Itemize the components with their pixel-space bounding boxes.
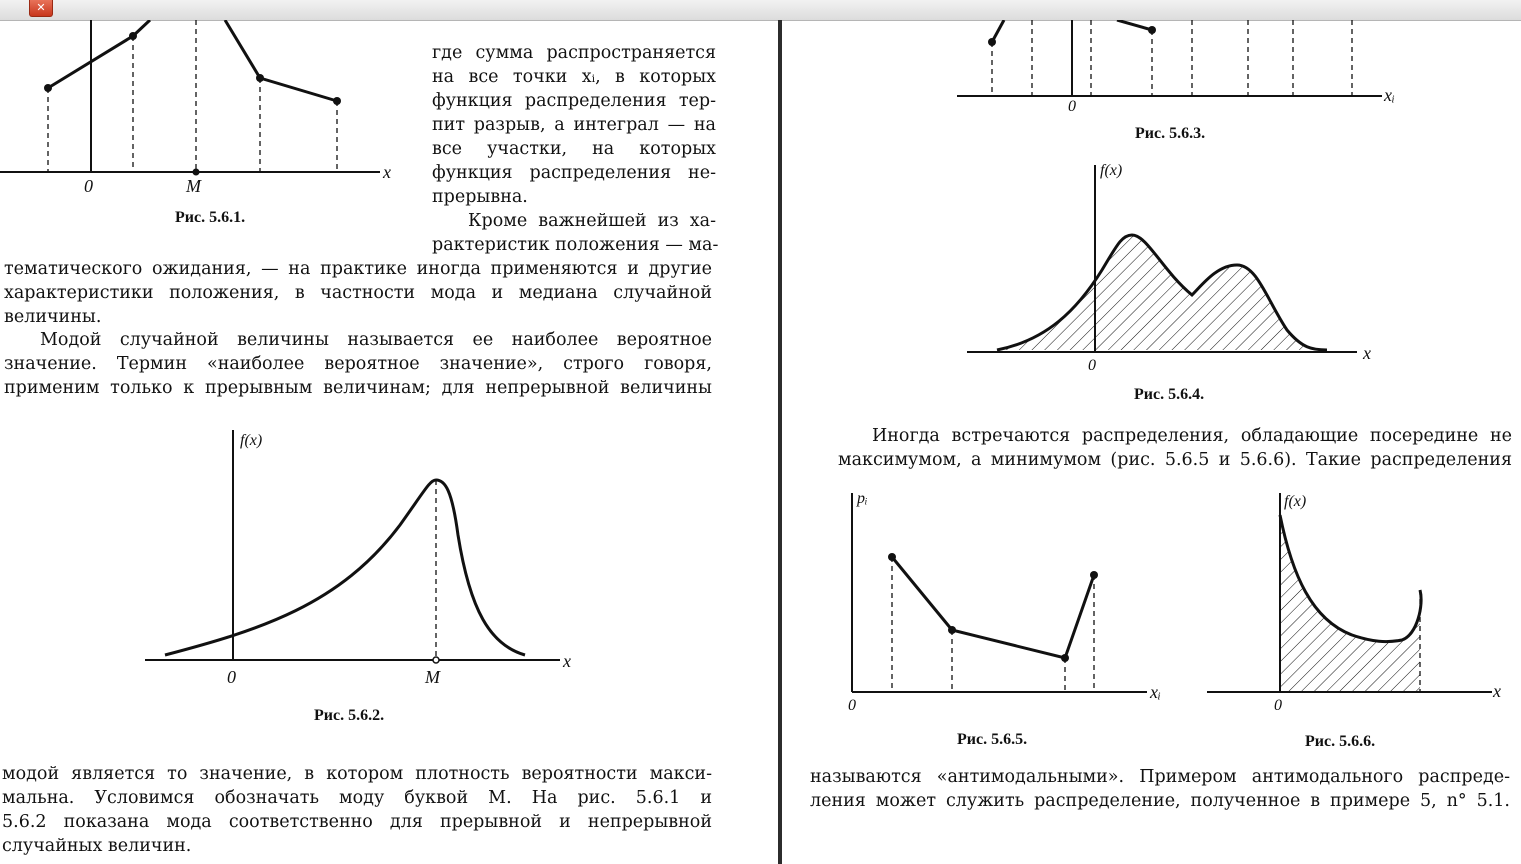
right-page — [782, 20, 1521, 864]
text-line: ления может служить распределение, полученное в примере 5, n° 5.1. — [810, 791, 1510, 811]
figure-5-6-2 — [140, 425, 580, 675]
text-line: величины. — [4, 307, 102, 327]
text-line: значение. Термин «наиболее вероятное значение», строго говоря, — [4, 354, 712, 374]
text-line: максимумом, а минимумом (рис. 5.6.5 и 5.6.6). Такие распределения — [838, 450, 1512, 470]
text-line: пит разрыв, а интеграл — на — [432, 115, 716, 135]
text-line: функция распределения тер- — [432, 91, 716, 111]
fig5-x-label: xᵢ — [1150, 682, 1161, 702]
fig4-x-label: x — [1363, 343, 1371, 363]
text-line: модой является то значение, в котором плотность вероятности макси- — [2, 764, 712, 784]
fig3-caption: Рис. 5.6.3. — [1135, 125, 1206, 142]
figure-5-6-5 — [847, 485, 1177, 705]
fig4-caption: Рис. 5.6.4. — [1134, 386, 1205, 403]
fig5-y-label: pᵢ — [857, 490, 868, 507]
text-line: прерывна. — [432, 187, 528, 207]
text-line: функция распределения не- — [432, 163, 716, 183]
text-line: случайных величин. — [2, 836, 192, 856]
text-line: применим только к прерывным величинам; для непрерывной величины — [4, 378, 712, 398]
text-line: называются «антимодальными». Примером антимодального распреде- — [810, 767, 1510, 787]
text-line: мальна. Условимся обозначать моду буквой М. На рис. 5.6.1 и — [2, 788, 712, 808]
fig5-caption: Рис. 5.6.5. — [957, 731, 1028, 748]
fig4-zero-label: 0 — [1088, 357, 1096, 374]
fig6-y-label: f(x) — [1284, 493, 1307, 510]
text-line: рактеристик положения — ма- — [432, 235, 719, 255]
close-button[interactable]: ✕ — [29, 0, 53, 17]
fig2-zero-label: 0 — [227, 667, 236, 687]
fig6-x-label: x — [1493, 681, 1501, 701]
fig6-zero-label: 0 — [1274, 697, 1282, 714]
fig5-zero-label: 0 — [848, 697, 856, 714]
text-line: Кроме важнейшей из ха- — [468, 211, 716, 231]
figure-5-6-6 — [1202, 485, 1512, 705]
text-line: тематического ожидания, — на практике иногда применяются и другие — [4, 259, 712, 279]
fig1-x-label: x — [383, 162, 391, 182]
fig1-caption: Рис. 5.6.1. — [175, 209, 246, 226]
text-line: 5.6.2 показана мода соответственно для прерывной и непрерывной — [2, 812, 712, 832]
fig2-caption: Рис. 5.6.2. — [314, 707, 385, 724]
fig2-y-label: f(x) — [240, 432, 263, 449]
fig1-zero-label: 0 — [84, 176, 93, 196]
fig2-mode-label: М — [425, 667, 440, 687]
text-line: Иногда встречаются распределения, обладающие посередине не — [872, 426, 1512, 446]
text-line: где сумма распространяется — [432, 43, 716, 63]
fig3-x-label: xᵢ — [1384, 85, 1395, 105]
fig4-y-label: f(x) — [1100, 162, 1123, 179]
figure-5-6-1 — [0, 20, 420, 190]
fig6-caption: Рис. 5.6.6. — [1305, 733, 1376, 750]
figure-5-6-4 — [967, 160, 1387, 363]
fig3-zero-label: 0 — [1068, 98, 1076, 115]
window-title-bar — [0, 0, 1521, 21]
fig1-mode-label: М — [186, 176, 201, 196]
text-line: Модой случайной величины называется ее наиболее вероятное — [40, 330, 712, 350]
fig2-x-label: x — [563, 651, 571, 671]
text-line: на все точки xᵢ, в которых — [432, 67, 716, 87]
text-line: характеристики положения, в частности мода и медиана случайной — [4, 283, 712, 303]
figure-5-6-3 — [952, 20, 1412, 110]
text-line: все участки, на которых — [432, 139, 716, 159]
left-page — [0, 20, 778, 864]
